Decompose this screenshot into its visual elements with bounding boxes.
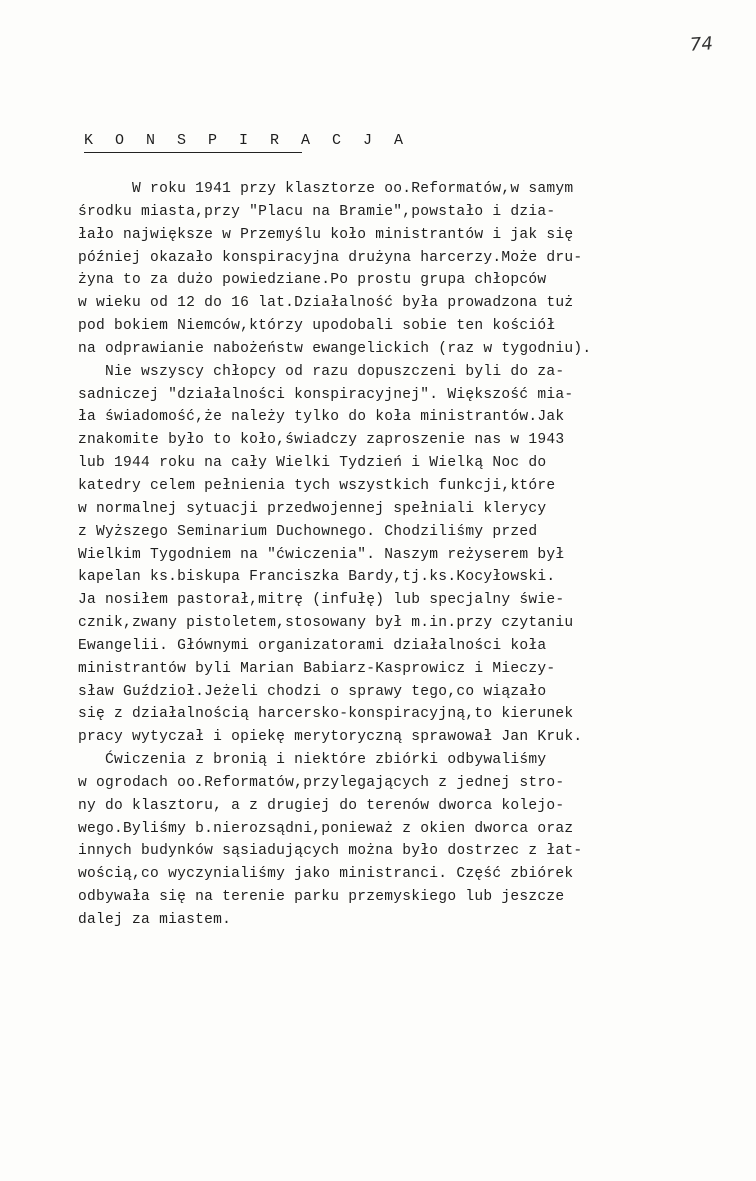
text-line: w wieku od 12 do 16 lat.Działalność była prowadzona tuż — [78, 295, 574, 312]
text-line: w ogrodach oo.Reformatów,przylegających z jednej stro- — [78, 774, 565, 791]
page-number: 74 — [689, 33, 714, 56]
text-line: pracy wytyczał i opiekę merytoryczną sprawował Jan Kruk. — [78, 729, 583, 746]
text-line: na odprawianie nabożeństw ewangelickich (raz w tygodniu). — [78, 340, 592, 357]
text-line: żyna to za dużo powiedziane.Po prostu grupa chłopców — [78, 272, 547, 289]
text-line: Nie wszyscy chłopcy od razu dopuszczeni byli do za- — [78, 363, 565, 380]
text-line: wego.Byliśmy b.nierozsądni,ponieważ z okien dworca oraz — [78, 820, 574, 837]
text-line: lub 1944 roku na cały Wielki Tydzień i Wielką Noc do — [78, 455, 547, 472]
text-line: w normalnej sytuacji przedwojennej spełniali klerycy — [78, 500, 547, 517]
text-line: kapelan ks.biskupa Franciszka Bardy,tj.ks.Kocyłowski. — [78, 569, 556, 586]
text-line: środku miasta,przy "Placu na Bramie",powstało i dzia- — [78, 203, 556, 220]
text-line: W roku 1941 przy klasztorze oo.Reformatów,w samym — [78, 181, 574, 197]
text-line: Ewangelii. Głównymi organizatorami działalności koła — [78, 637, 547, 654]
text-line: łało największe w Przemyślu koło ministrantów i jak się — [78, 226, 574, 243]
text-line: Wielkim Tygodniem na "ćwiczenia". Naszym reżyserem był — [78, 546, 565, 563]
text-line: Ja nosiłem pastorał,mitrę (infułę) lub specjalny świe- — [78, 592, 565, 609]
title-underline — [84, 152, 302, 153]
text-line: się z działalnością harcersko-konspiracyjną,to kierunek — [78, 706, 574, 723]
text-line: dalej za miastem. — [78, 912, 232, 928]
section-title: K O N S P I R A C J A — [84, 132, 410, 149]
text-line: ny do klasztoru, a z drugiej do terenów dworca kolejo- — [78, 797, 565, 814]
text-line: wością,co wyczynialiśmy jako ministranci. Część zbiórek — [78, 866, 574, 883]
text-line: z Wyższego Seminarium Duchownego. Chodziliśmy przed — [78, 523, 538, 540]
text-line: ła świadomość,że należy tylko do koła ministrantów.Jak — [78, 409, 565, 426]
body-text — [78, 178, 748, 932]
text-line: innych budynków sąsiadujących można było dostrzec z łat- — [78, 843, 583, 860]
text-line: później okazało konspiracyjna drużyna harcerzy.Może dru- — [78, 249, 583, 266]
text-line: odbywała się na terenie parku przemyskiego lub jeszcze — [78, 889, 565, 906]
text-line: pod bokiem Niemców,którzy upodobali sobie ten kościół — [78, 318, 556, 335]
text-line: sław Guździoł.Jeżeli chodzi o sprawy tego,co wiązało — [78, 683, 547, 700]
text-line: sadniczej "działalności konspiracyjnej". Większość mia- — [78, 386, 574, 403]
text-line: cznik,zwany pistoletem,stosowany był m.in.przy czytaniu — [78, 615, 574, 632]
text-line: ministrantów byli Marian Babiarz-Kasprowicz i Mieczy- — [78, 660, 556, 677]
text-line: znakomite było to koło,świadczy zaproszenie nas w 1943 — [78, 432, 565, 449]
text-line: katedry celem pełnienia tych wszystkich funkcji,które — [78, 477, 556, 494]
text-line: Ćwiczenia z bronią i niektóre zbiórki odbywaliśmy — [78, 752, 547, 769]
